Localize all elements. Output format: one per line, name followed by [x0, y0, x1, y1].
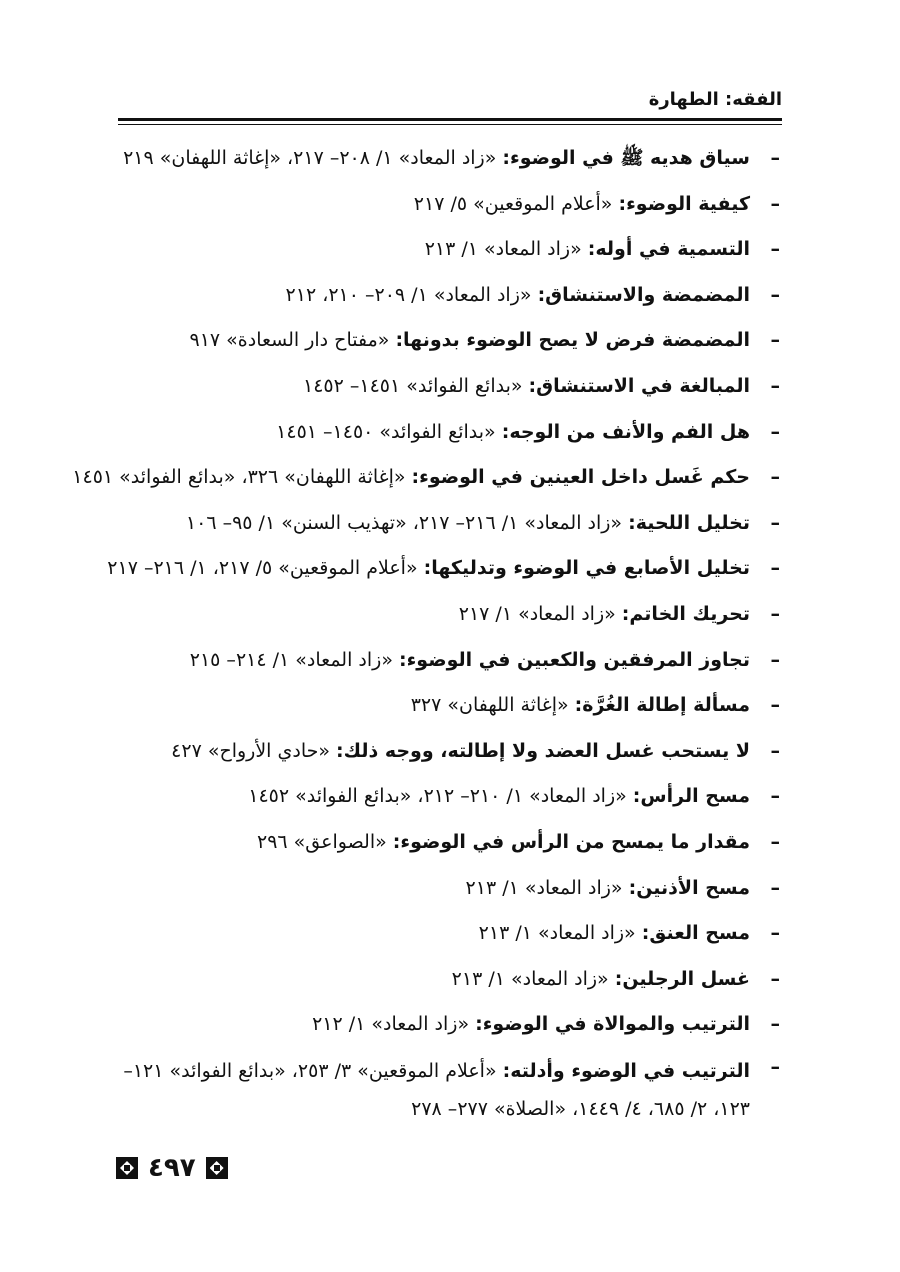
- index-entry: [110, 1002, 780, 1048]
- index-entry: [110, 1048, 780, 1128]
- page-footer: [116, 1155, 228, 1181]
- index-entry: [110, 364, 780, 410]
- page-number: ٤٩٧: [148, 1153, 196, 1183]
- bullet-dash: –: [770, 876, 780, 899]
- ornament-icon: [116, 1157, 138, 1179]
- entry-references: «بدائع الفوائد» ١٤٥٠– ١٤٥١: [276, 420, 502, 443]
- bullet-dash: –: [770, 420, 780, 443]
- entry-topic: سياق هديه ﷺ في الوضوء:: [502, 147, 750, 169]
- bullet-dash: –: [770, 329, 780, 352]
- index-entry: [72, 455, 780, 501]
- entry-topic: المضمضة والاستنشاق:: [537, 283, 750, 306]
- entry-references: «زاد المعاد» ١/ ٢١٤– ٢١٥: [189, 648, 399, 671]
- entry-references: «زاد المعاد» ١/ ٢١٣: [465, 876, 629, 899]
- bullet-dash: –: [770, 1013, 780, 1036]
- entry-references: «الصواعق» ٢٩٦: [257, 830, 393, 853]
- bullet-dash: –: [770, 967, 780, 990]
- entry-references: «بدائع الفوائد» ١٤٥١– ١٤٥٢: [302, 374, 529, 397]
- bullet-dash: –: [770, 238, 780, 261]
- index-entry: [110, 592, 780, 638]
- index-entry: [110, 227, 780, 273]
- index-entry: [110, 729, 780, 775]
- entry-references: «أعلام الموقعين» ٣/ ٢٥٣، «بدائع الفوائد» ١٢١– ١٢٣، ٢/ ٦٨٥، ٤/ ١٤٤٩، «الصلاة» ٢٧٧– ٢٧٨: [123, 1059, 750, 1120]
- entry-references: «أعلام الموقعين» ٥/ ٢١٧: [413, 192, 619, 215]
- entry-topic: مسألة إطالة الغُرَّة:: [574, 694, 750, 717]
- bullet-dash: –: [770, 466, 780, 489]
- ornament-icon: [206, 1157, 228, 1179]
- index-entry: [107, 546, 780, 592]
- entry-references: «زاد المعاد» ١/ ٢١٣: [424, 238, 588, 261]
- index-entry: [110, 182, 780, 228]
- entry-topic: الترتيب والموالاة في الوضوء:: [475, 1013, 750, 1036]
- entry-topic: تخليل الأصابع في الوضوء وتدليكها:: [423, 557, 750, 580]
- entry-topic: مسح الأذنين:: [628, 876, 750, 899]
- entry-references: «أعلام الموقعين» ٥/ ٢١٧، ١/ ٢١٦– ٢١٧: [107, 557, 424, 580]
- index-entry: [110, 957, 780, 1003]
- bullet-dash: –: [770, 602, 780, 625]
- entry-references: «زاد المعاد» ١/ ٢٠٩– ٢١٠، ٢١٢: [285, 283, 538, 306]
- entry-topic: هل الفم والأنف من الوجه:: [501, 420, 750, 443]
- bullet-dash: –: [770, 830, 780, 853]
- index-entry: [110, 638, 780, 684]
- entry-references: «زاد المعاد» ١/ ٢١٣: [451, 967, 615, 990]
- index-entry: [110, 410, 780, 456]
- entry-references: «حادي الأرواح» ٤٢٧: [171, 739, 337, 762]
- bullet-dash: –: [770, 283, 780, 306]
- entry-topic: تخليل اللحية:: [628, 511, 750, 534]
- entry-references: «زاد المعاد» ١/ ٢١٦– ٢١٧، «تهذيب السنن» ١/ ٩٥– ١٠٦: [185, 511, 629, 534]
- entry-topic: كيفية الوضوء:: [618, 192, 750, 215]
- entry-references: «زاد المعاد» ١/ ٢١٣: [478, 922, 642, 945]
- bullet-dash: –: [770, 739, 780, 762]
- entry-topic: لا يستحب غسل العضد ولا إطالته، ووجه ذلك:: [336, 739, 750, 762]
- bullet-dash: –: [770, 511, 780, 534]
- bullet-dash: –: [770, 694, 780, 717]
- entry-topic: المضمضة فرض لا يصح الوضوء بدونها:: [395, 329, 750, 352]
- index-entries: [72, 136, 780, 1128]
- bullet-dash: –: [770, 374, 780, 397]
- index-entry: [110, 866, 780, 912]
- entry-references: «إغاثة اللهفان» ٣٢٧: [410, 694, 575, 717]
- bullet-dash: –: [770, 192, 780, 215]
- entry-topic: غسل الرجلين:: [614, 967, 750, 990]
- bullet-dash: –: [770, 1055, 780, 1078]
- header-rule-thin: [118, 124, 782, 125]
- entry-references: «زاد المعاد» ١/ ٢١٢: [312, 1013, 476, 1036]
- entry-topic: تحريك الخاتم:: [621, 602, 750, 625]
- entry-topic: حكم غَسل داخل العينين في الوضوء:: [411, 466, 750, 489]
- entry-references: «مفتاح دار السعادة» ٩١٧: [189, 329, 396, 352]
- index-entry: [110, 683, 780, 729]
- index-entry: [110, 136, 780, 182]
- entry-references: «زاد المعاد» ١/ ٢٠٨– ٢١٧، «إغاثة اللهفان» ٢١٩: [123, 147, 503, 169]
- bullet-dash: –: [770, 557, 780, 580]
- index-entry: [110, 820, 780, 866]
- entry-references: «إغاثة اللهفان» ٣٢٦، «بدائع الفوائد» ١٤٥١: [72, 466, 412, 489]
- entry-topic: المبالغة في الاستنشاق:: [528, 374, 750, 397]
- entry-topic: مسح الرأس:: [632, 785, 750, 808]
- bullet-dash: –: [770, 147, 780, 169]
- bullet-dash: –: [770, 785, 780, 808]
- index-entry: [110, 911, 780, 957]
- bullet-dash: –: [770, 922, 780, 945]
- index-entry: [110, 774, 780, 820]
- index-entry: [110, 501, 780, 547]
- entry-topic: تجاوز المرفقين والكعبين في الوضوء:: [399, 648, 750, 671]
- index-entry: [110, 273, 780, 319]
- entry-topic: التسمية في أوله:: [587, 238, 750, 261]
- bullet-dash: –: [770, 648, 780, 671]
- header-rule-thick: [118, 118, 782, 121]
- entry-topic: الترتيب في الوضوء وأدلته:: [502, 1059, 750, 1082]
- entry-references: «زاد المعاد» ١/ ٢١٧: [458, 602, 622, 625]
- entry-topic: مسح العنق:: [641, 922, 750, 945]
- running-title: الفقه: الطهارة: [648, 89, 782, 110]
- entry-topic: مقدار ما يمسح من الرأس في الوضوء:: [392, 830, 750, 853]
- entry-references: «زاد المعاد» ١/ ٢١٠– ٢١٢، «بدائع الفوائد» ١٤٥٢: [248, 785, 633, 808]
- index-entry: [110, 318, 780, 364]
